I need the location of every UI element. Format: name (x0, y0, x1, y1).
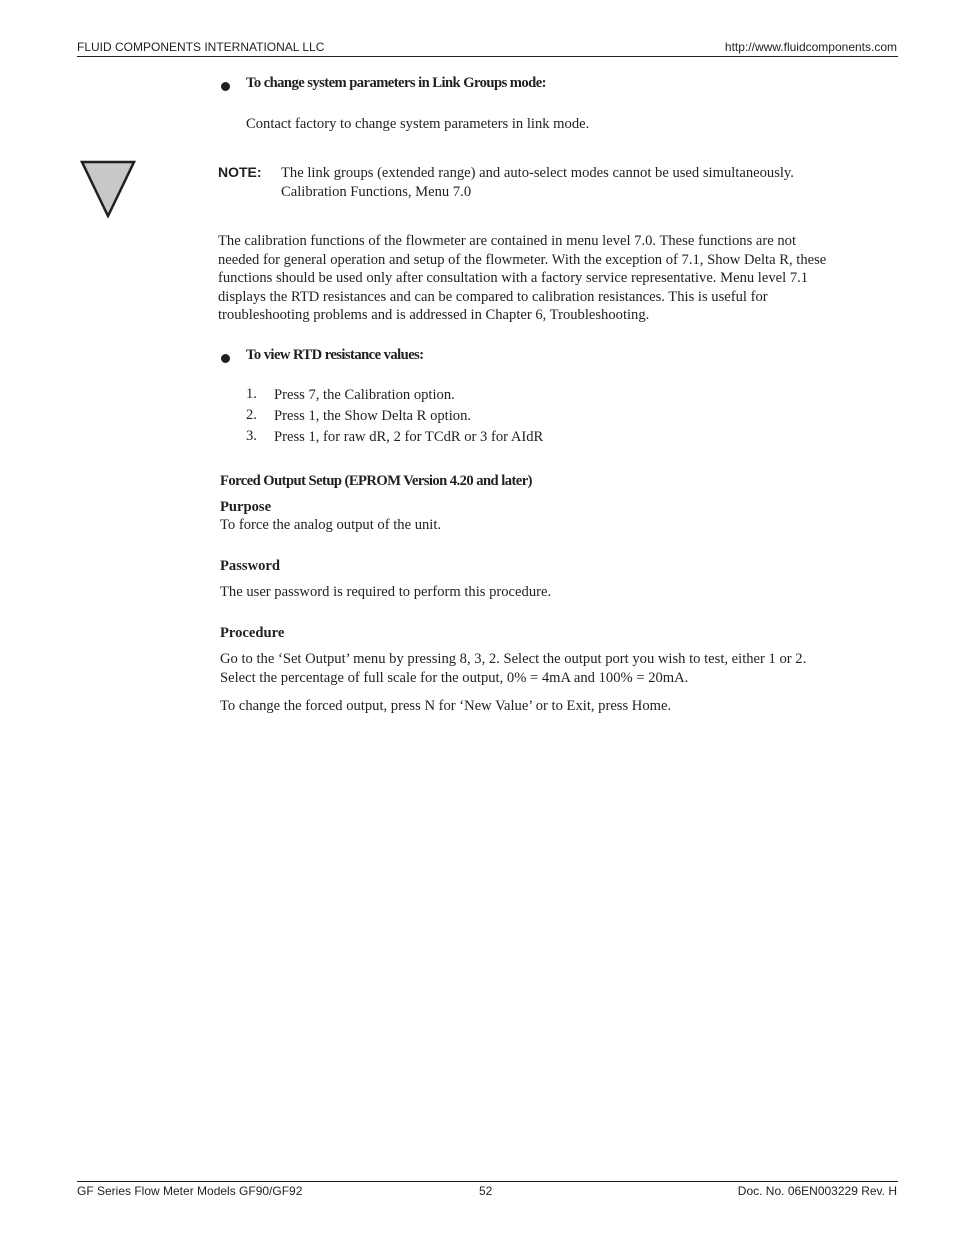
header-rule (77, 56, 898, 57)
password-text: The user password is required to perform this procedure. (220, 584, 552, 600)
calibration-line: The calibration functions of the flowmeter are contained in menu level 7.0. These functions are not (218, 233, 797, 249)
step-number: 1. (246, 386, 257, 402)
bullet-icon (221, 354, 230, 363)
rtd-heading: To view RTD resistance values: (246, 347, 424, 363)
note-line-2: Calibration Functions, Menu 7.0 (281, 184, 472, 200)
bullet-icon (221, 82, 230, 91)
header-url: http://www.fluidcomponents.com (724, 40, 897, 54)
link-groups-text: Contact factory to change system parameters in link mode. (246, 116, 590, 132)
procedure-line-1: Go to the ‘Set Output’ menu by pressing 8, 3, 2. Select the output port you wish to test, either 1 or 2. (220, 651, 807, 667)
procedure-line-2: Select the percentage of full scale for the output, 0% = 4mA and 100% = 20mA. (220, 670, 689, 686)
purpose-label: Purpose (220, 499, 272, 515)
step-text: Press 1, for raw dR, 2 for TCdR or 3 for AIdR (274, 429, 544, 445)
caution-triangle-icon (80, 160, 136, 218)
calibration-line: needed for general operation and setup of the flowmeter. With the exception of 7.1, Show Delta R, these (218, 251, 827, 268)
header-company: FLUID COMPONENTS INTERNATIONAL LLC (77, 40, 325, 54)
link-groups-heading: To change system parameters in Link Groups mode: (246, 75, 546, 91)
step-text: Press 7, the Calibration option. (274, 387, 455, 403)
note-line-1: The link groups (extended range) and auto-select modes cannot be used simultaneously. (281, 165, 794, 181)
footer-page-number: 52 (479, 1184, 493, 1198)
forced-output-heading: Forced Output Setup (EPROM Version 4.20 and later) (220, 473, 532, 489)
step-number: 3. (246, 428, 257, 444)
calibration-line: displays the RTD resistances and can be compared to calibration resistances. This is useful for (218, 288, 768, 305)
procedure-line-3: To change the forced output, press N for ‘New Value’ or to Exit, press Home. (220, 698, 672, 714)
footer-rule (77, 1181, 898, 1182)
step-text: Press 1, the Show Delta R option. (274, 408, 472, 424)
footer-model: GF Series Flow Meter Models GF90/GF92 (77, 1184, 303, 1198)
note-label: NOTE: (218, 164, 262, 180)
purpose-text: To force the analog output of the unit. (220, 517, 442, 533)
calibration-line: functions should be used only after consultation with a factory service representative. Menu level 7.1 (218, 270, 809, 287)
step-number: 2. (246, 407, 257, 423)
calibration-line: troubleshooting problems and is addressed in Chapter 6, Troubleshooting. (218, 307, 650, 324)
procedure-label: Procedure (220, 625, 285, 641)
password-label: Password (220, 558, 280, 574)
calibration-paragraph (218, 232, 826, 325)
footer-doc-number: Doc. No. 06EN003229 Rev. H (737, 1184, 897, 1198)
